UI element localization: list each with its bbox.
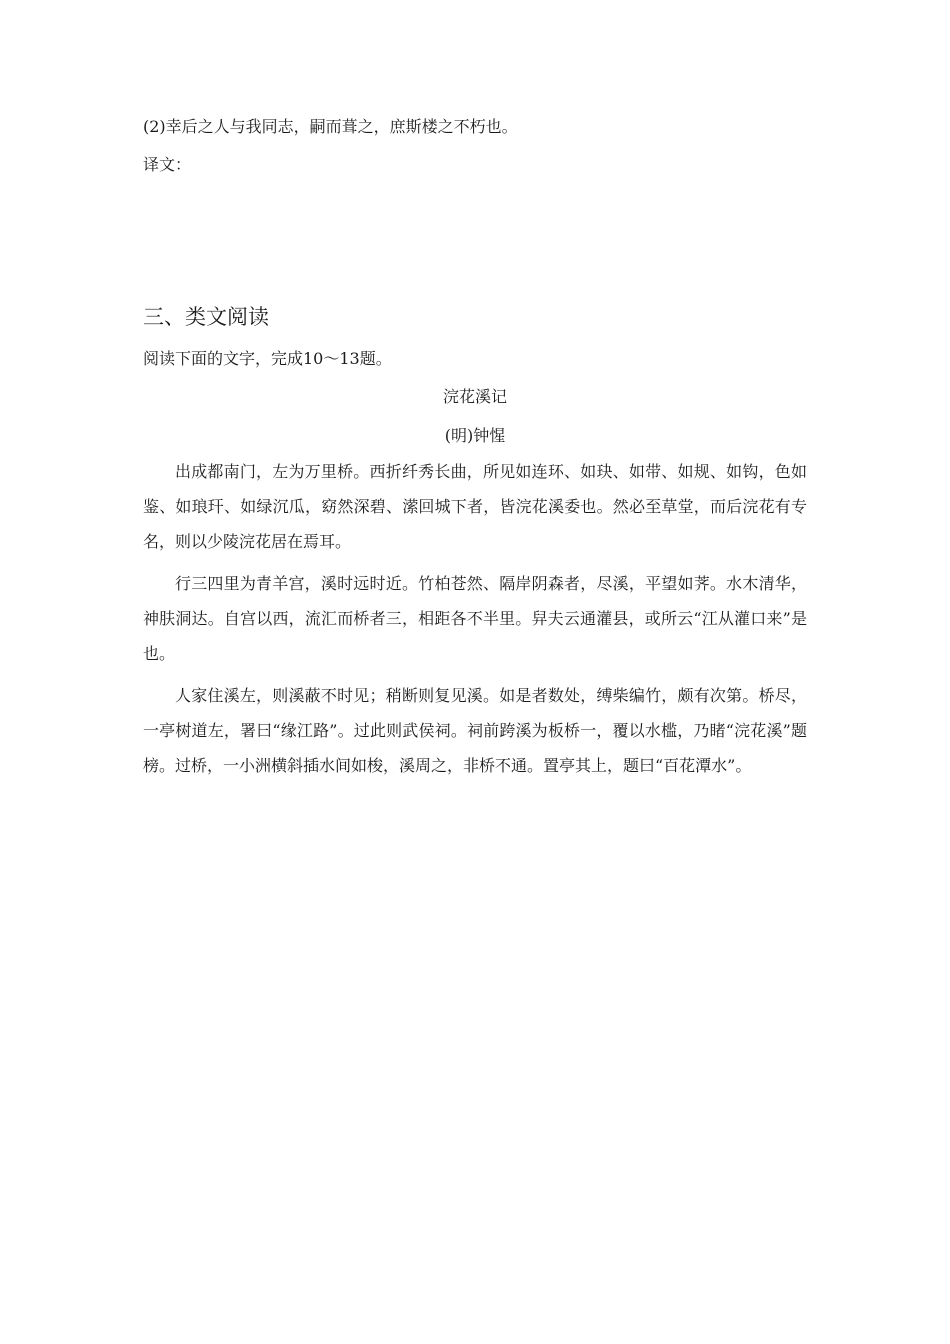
article-paragraph-1: 出成都南门，左为万里桥。西折纤秀长曲，所见如连环、如玦、如带、如规、如钩，色如鉴、如琅玕、如绿沉瓜，窈然深碧、潆回城下者，皆浣花溪委也。然必至草堂，而后浣花有专名，则以少陵浣花居在焉耳。 (143, 462, 807, 551)
reading-instruction: 阅读下面的文字，完成10～13题。 (143, 349, 392, 368)
article-title: 浣花溪记 (442, 387, 507, 406)
section-heading: 三、类文阅读 (143, 305, 269, 329)
article-paragraph-2: 行三四里为青羊宫，溪时远时近。竹柏苍然、隔岸阴森者，尽溪，平望如荠。水木清华，神肤洞达。自宫以西，流汇而桥者三，相距各不半里。舁夫云通灌县，或所云“江从灌口来”是也。 (143, 574, 807, 663)
translation-label: 译文： (143, 155, 192, 174)
article-paragraph-3: 人家住溪左，则溪蔽不时见；稍断则复见溪。如是者数处，缚柴编竹，颇有次第。桥尽，一亭树道左，署曰“缘江路”。过此则武侯祠。祠前跨溪为板桥一，覆以水槛，乃睹“浣花溪”题榜。过桥，一小洲横斜插水间如梭，溪周之，非桥不通。置亭其上，题曰“百花潭水”。 (143, 686, 807, 775)
article-author: (明)钟惺 (444, 426, 506, 445)
question-item-2: (2)幸后之人与我同志，嗣而葺之，庶斯楼之不朽也。 (143, 117, 518, 136)
